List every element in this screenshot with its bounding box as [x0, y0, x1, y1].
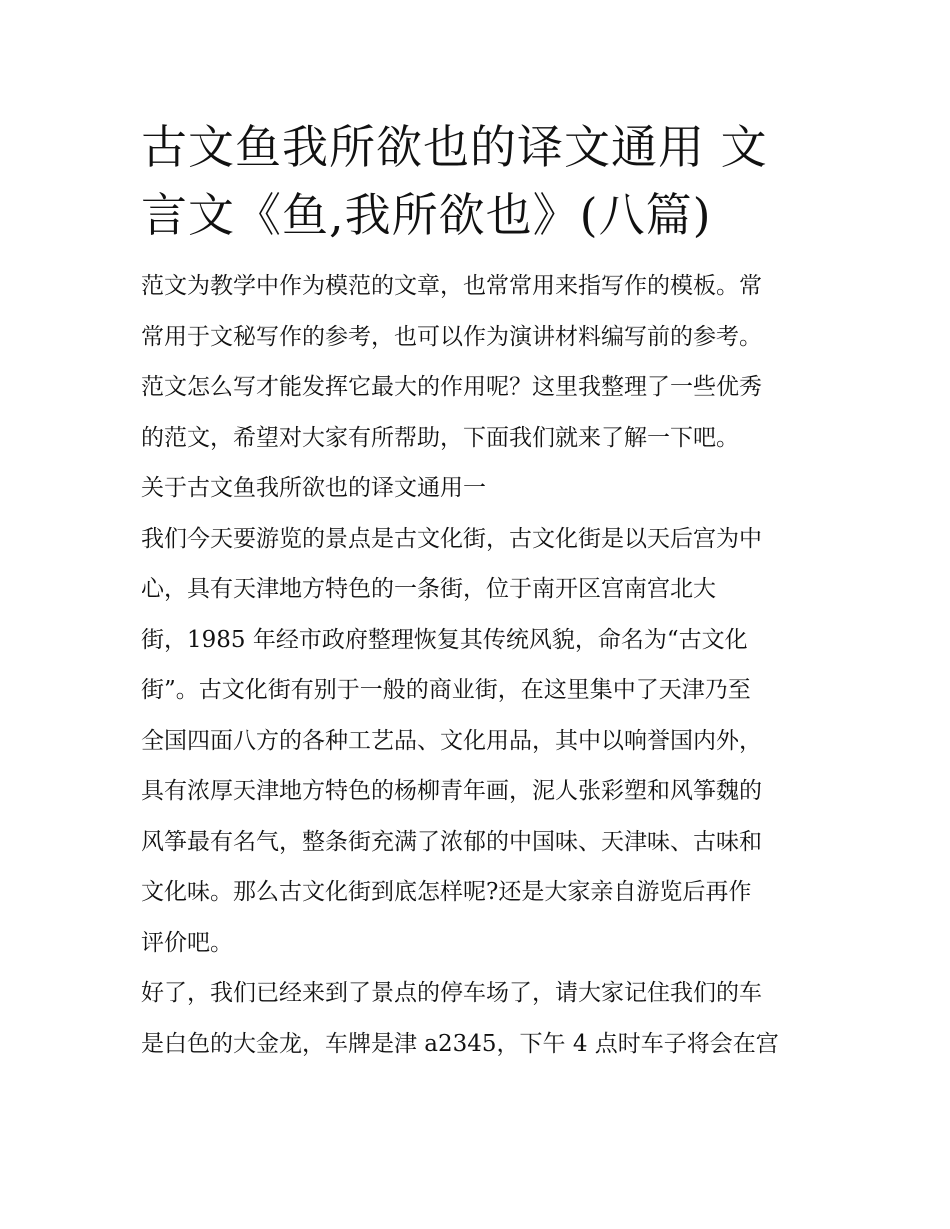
text-line: 范文为教学中作为模范的文章，也常常用来指写作的模板。常	[141, 273, 762, 299]
text-line: 我们今天要游览的景点是古文化街，古文化街是以天后宫为中	[141, 525, 762, 552]
text-line: 范文怎么写才能发挥它最大的作用呢？这里我整理了一些优秀	[141, 374, 762, 400]
title-line: 古文鱼我所欲也的译文通用 文	[141, 120, 768, 174]
text-line: 是白色的大金龙，车牌是津 a2345，下午 4 点时车子将会在宫	[141, 1030, 779, 1057]
text-line: 全国四面八方的各种工艺品、文化用品，其中以响誉国内外，	[141, 727, 762, 754]
title-line: 言文《鱼,我所欲也》(八篇)	[141, 188, 712, 242]
text-line: 心，具有天津地方特色的一条街，位于南开区宫南宫北大	[141, 576, 716, 602]
body-paragraph	[141, 968, 816, 1069]
text-line: 评价吧。	[141, 929, 233, 956]
text-line: 的范文，希望对大家有所帮助，下面我们就来了解一下吧。	[141, 424, 739, 451]
text-line: 街”。古文化街有别于一般的商业街，在这里集中了天津乃至	[141, 677, 751, 703]
document-title	[141, 113, 816, 249]
document-body	[141, 113, 816, 1069]
text-line: 文化味。那么古文化街到底怎样呢?还是大家亲自游览后再作	[141, 879, 752, 905]
text-line: 常用于文秘写作的参考，也可以作为演讲材料编写前的参考。	[141, 323, 762, 350]
section-heading	[141, 463, 816, 514]
text-line: 街，1985 年经市政府整理恢复其传统风貌，命名为“古文化	[141, 626, 748, 653]
body-paragraph	[141, 514, 816, 969]
text-line: 风筝最有名气，整条街充满了浓郁的中国味、天津味、古味和	[141, 828, 762, 855]
intro-paragraph	[141, 261, 816, 463]
text-line: 好了，我们已经来到了景点的停车场了，请大家记住我们的车	[141, 980, 762, 1006]
text-line: 关于古文鱼我所欲也的译文通用一	[141, 475, 486, 501]
text-line: 具有浓厚天津地方特色的杨柳青年画，泥人张彩塑和风筝魏的	[141, 778, 762, 804]
